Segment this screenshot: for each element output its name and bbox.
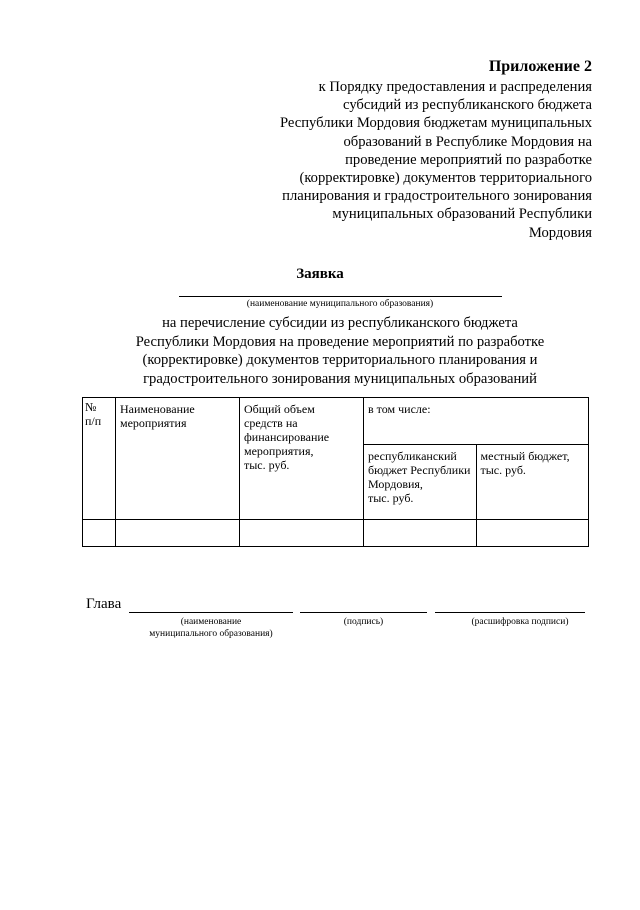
signature-decode-caption: (расшифровка подписи): [471, 617, 569, 627]
municipality-name-field[interactable]: [179, 296, 502, 297]
cell-activity-name[interactable]: [116, 520, 240, 547]
purpose-line: (корректировке) документов территориального планирования и: [142, 352, 538, 368]
application-table: [82, 397, 589, 547]
municipality-name-caption: (наименование муниципального образования): [246, 299, 434, 309]
header-activity-name: Наименование мероприятия: [116, 398, 240, 520]
header-including: в том числе:: [364, 398, 589, 445]
appendix-line: Республики Мордовия бюджетам муниципальных: [280, 115, 592, 132]
municipality-caption: (наименование муниципального образования): [149, 617, 273, 639]
head-label: Глава: [86, 596, 122, 612]
header-republic-budget: республиканский бюджет Республики Мордовия, тыс. руб.: [364, 445, 477, 520]
appendix-line: проведение мероприятий по разработке: [345, 151, 592, 168]
signature-decode-field[interactable]: [435, 612, 585, 613]
header-total-amount: Общий объем средств на финансирование мероприятия, тыс. руб.: [240, 398, 364, 520]
purpose-line: градостроительного зонирования муниципальных образований: [143, 370, 537, 387]
appendix-line: муниципальных образований Республики: [332, 206, 592, 223]
purpose-line: на перечисление субсидии из республиканского бюджета: [162, 315, 518, 331]
purpose-line: Республики Мордовия на проведение мероприятий по разработке: [135, 333, 545, 350]
appendix-line: образований в Республике Мордовия на: [343, 133, 592, 150]
signature-caption: (подпись): [343, 617, 384, 627]
municipality-name-signature-field[interactable]: [129, 612, 293, 613]
cell-number[interactable]: [83, 520, 116, 547]
appendix-title: Приложение 2: [488, 58, 592, 75]
header-local-budget: местный бюджет, тыс. руб.: [476, 445, 589, 520]
signature-field[interactable]: [300, 612, 427, 613]
appendix-line: субсидий из республиканского бюджета: [343, 97, 592, 114]
form-title: Заявка: [296, 266, 344, 282]
appendix-line: Мордовия: [528, 224, 592, 241]
cell-republic-budget[interactable]: [364, 520, 477, 547]
cell-local-budget[interactable]: [476, 520, 589, 547]
form-purpose: [0, 314, 640, 388]
appendix-line: планирования и градостроительного зонирования: [282, 188, 592, 205]
cell-total-amount[interactable]: [240, 520, 364, 547]
table-row: [83, 520, 589, 547]
appendix-line: к Порядку предоставления и распределения: [318, 79, 592, 95]
header-number: № п/п: [83, 398, 116, 520]
table-header-row: [83, 398, 589, 445]
appendix-text: [232, 78, 592, 242]
appendix-line: (корректировке) документов территориального: [299, 170, 592, 187]
